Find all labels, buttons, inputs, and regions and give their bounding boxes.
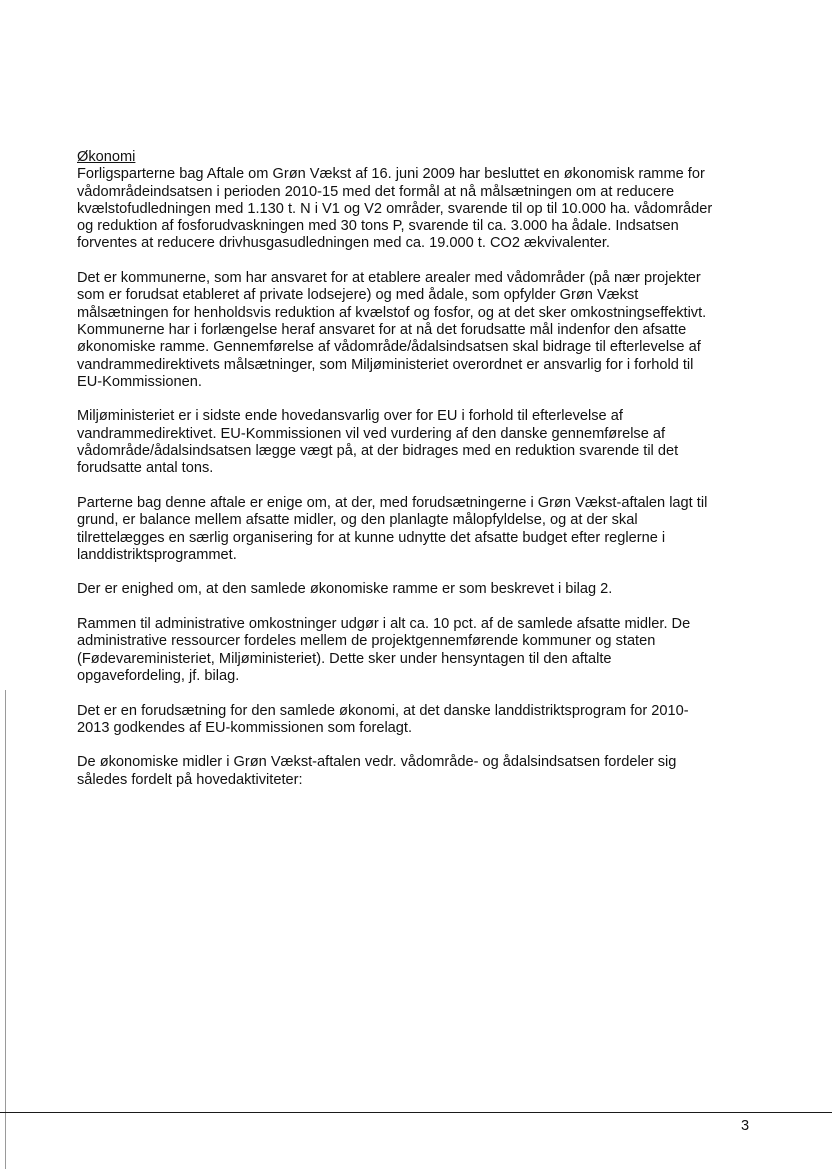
text-line: EU-Kommissionen. bbox=[77, 373, 202, 390]
text-line: Der er enighed om, at den samlede økonomiske ramme er som beskrevet i bilag 2. bbox=[77, 581, 613, 598]
text-line: forventes at reducere drivhusgasudledningen med ca. 19.000 t. CO2 ækvivalenter. bbox=[77, 235, 610, 252]
text-line: administrative ressourcer fordeles mellem de projektgennemførende kommuner og staten bbox=[77, 633, 656, 650]
text-line: (Fødevareministeriet, Miljøministeriet). Dette sker under hensyntagen til den aftalte bbox=[77, 650, 612, 667]
text-line: tilrettelægges en særlig organisering for at kunne udnytte det afsatte budget efter reglerne i bbox=[77, 529, 666, 546]
paragraph bbox=[77, 616, 767, 685]
text-line: vådområdeindsatsen i perioden 2010-15 med det formål at nå målsætningen om at reducere bbox=[77, 183, 675, 200]
paragraph-container bbox=[77, 166, 767, 789]
paragraph bbox=[77, 408, 767, 477]
text-line: således fordelt på hovedaktiviteter: bbox=[77, 771, 303, 788]
text-line: og reduktion af fosforudvaskningen med 30 tons P, svarende til ca. 3.000 ha ådale. Indsatsen bbox=[77, 218, 679, 235]
text-line: Kommunerne har i forlængelse heraf ansvaret for at nå det forudsatte mål indenfor den afsatte bbox=[77, 321, 687, 338]
scan-edge-line bbox=[5, 690, 6, 1169]
text-line: Det er kommunerne, som har ansvaret for at etablere arealer med vådområder (på nær projekter bbox=[77, 270, 701, 287]
document-body bbox=[77, 149, 767, 806]
text-line: økonomiske ramme. Gennemførelse af vådområde/ådalsindsatsen skal bidrage til efterlevelse af bbox=[77, 339, 701, 356]
text-line: Forligsparterne bag Aftale om Grøn Vækst af 16. juni 2009 har besluttet en økonomisk ramme for bbox=[77, 166, 705, 183]
text-line: 2013 godkendes af EU-kommissionen som forelagt. bbox=[77, 719, 413, 736]
paragraph bbox=[77, 581, 767, 598]
paragraph bbox=[77, 166, 767, 252]
text-line: Parterne bag denne aftale er enige om, at der, med forudsætningerne i Grøn Vækst-aftalen lagt til bbox=[77, 494, 708, 511]
paragraph bbox=[77, 270, 767, 391]
text-line: målsætningen for henholdsvis reduktion af kvælstof og fosfor, og at det sker omkostningseffektivt. bbox=[77, 304, 707, 321]
text-line: Rammen til administrative omkostninger udgør i alt ca. 10 pct. af de samlede afsatte midler. De bbox=[77, 616, 691, 633]
text-line: som er forudsat etableret af private lodsejere) og med ådale, som opfylder Grøn Vækst bbox=[77, 287, 639, 304]
text-line: opgavefordeling, jf. bilag. bbox=[77, 667, 240, 684]
paragraph bbox=[77, 754, 767, 789]
text-line: kvælstofudledningen med 1.130 t. N i V1 og V2 områder, svarende til op til 10.000 ha. vådområder bbox=[77, 200, 713, 217]
text-line: vandrammedirektivet. EU-Kommissionen vil ved vurdering af den danske gennemførelse af bbox=[77, 425, 666, 442]
text-line: grund, er balance mellem afsatte midler, og den planlagte målopfyldelse, og at der skal bbox=[77, 512, 638, 529]
page-number: 3 bbox=[741, 1118, 750, 1134]
paragraph bbox=[77, 495, 767, 564]
footer-rule bbox=[0, 1112, 832, 1113]
text-line: forudsatte antal tons. bbox=[77, 460, 214, 477]
section-heading: Økonomi bbox=[77, 149, 136, 165]
paragraph bbox=[77, 703, 767, 738]
text-line: vandrammedirektivets målsætninger, som Miljøministeriet overordnet er ansvarlig for i forhold til bbox=[77, 356, 694, 373]
text-line: vådområde/ådalsindsatsen lægge vægt på, at der bidrages med en reduktion svarende til det bbox=[77, 443, 679, 460]
text-line: De økonomiske midler i Grøn Vækst-aftalen vedr. vådområde- og ådalsindsatsen fordeler sig bbox=[77, 754, 677, 771]
text-line: Det er en forudsætning for den samlede økonomi, at det danske landdistriktsprogram for 2010- bbox=[77, 702, 689, 719]
text-line: landdistriktsprogrammet. bbox=[77, 546, 237, 563]
text-line: Miljøministeriet er i sidste ende hovedansvarlig over for EU i forhold til efterlevelse af bbox=[77, 408, 623, 425]
